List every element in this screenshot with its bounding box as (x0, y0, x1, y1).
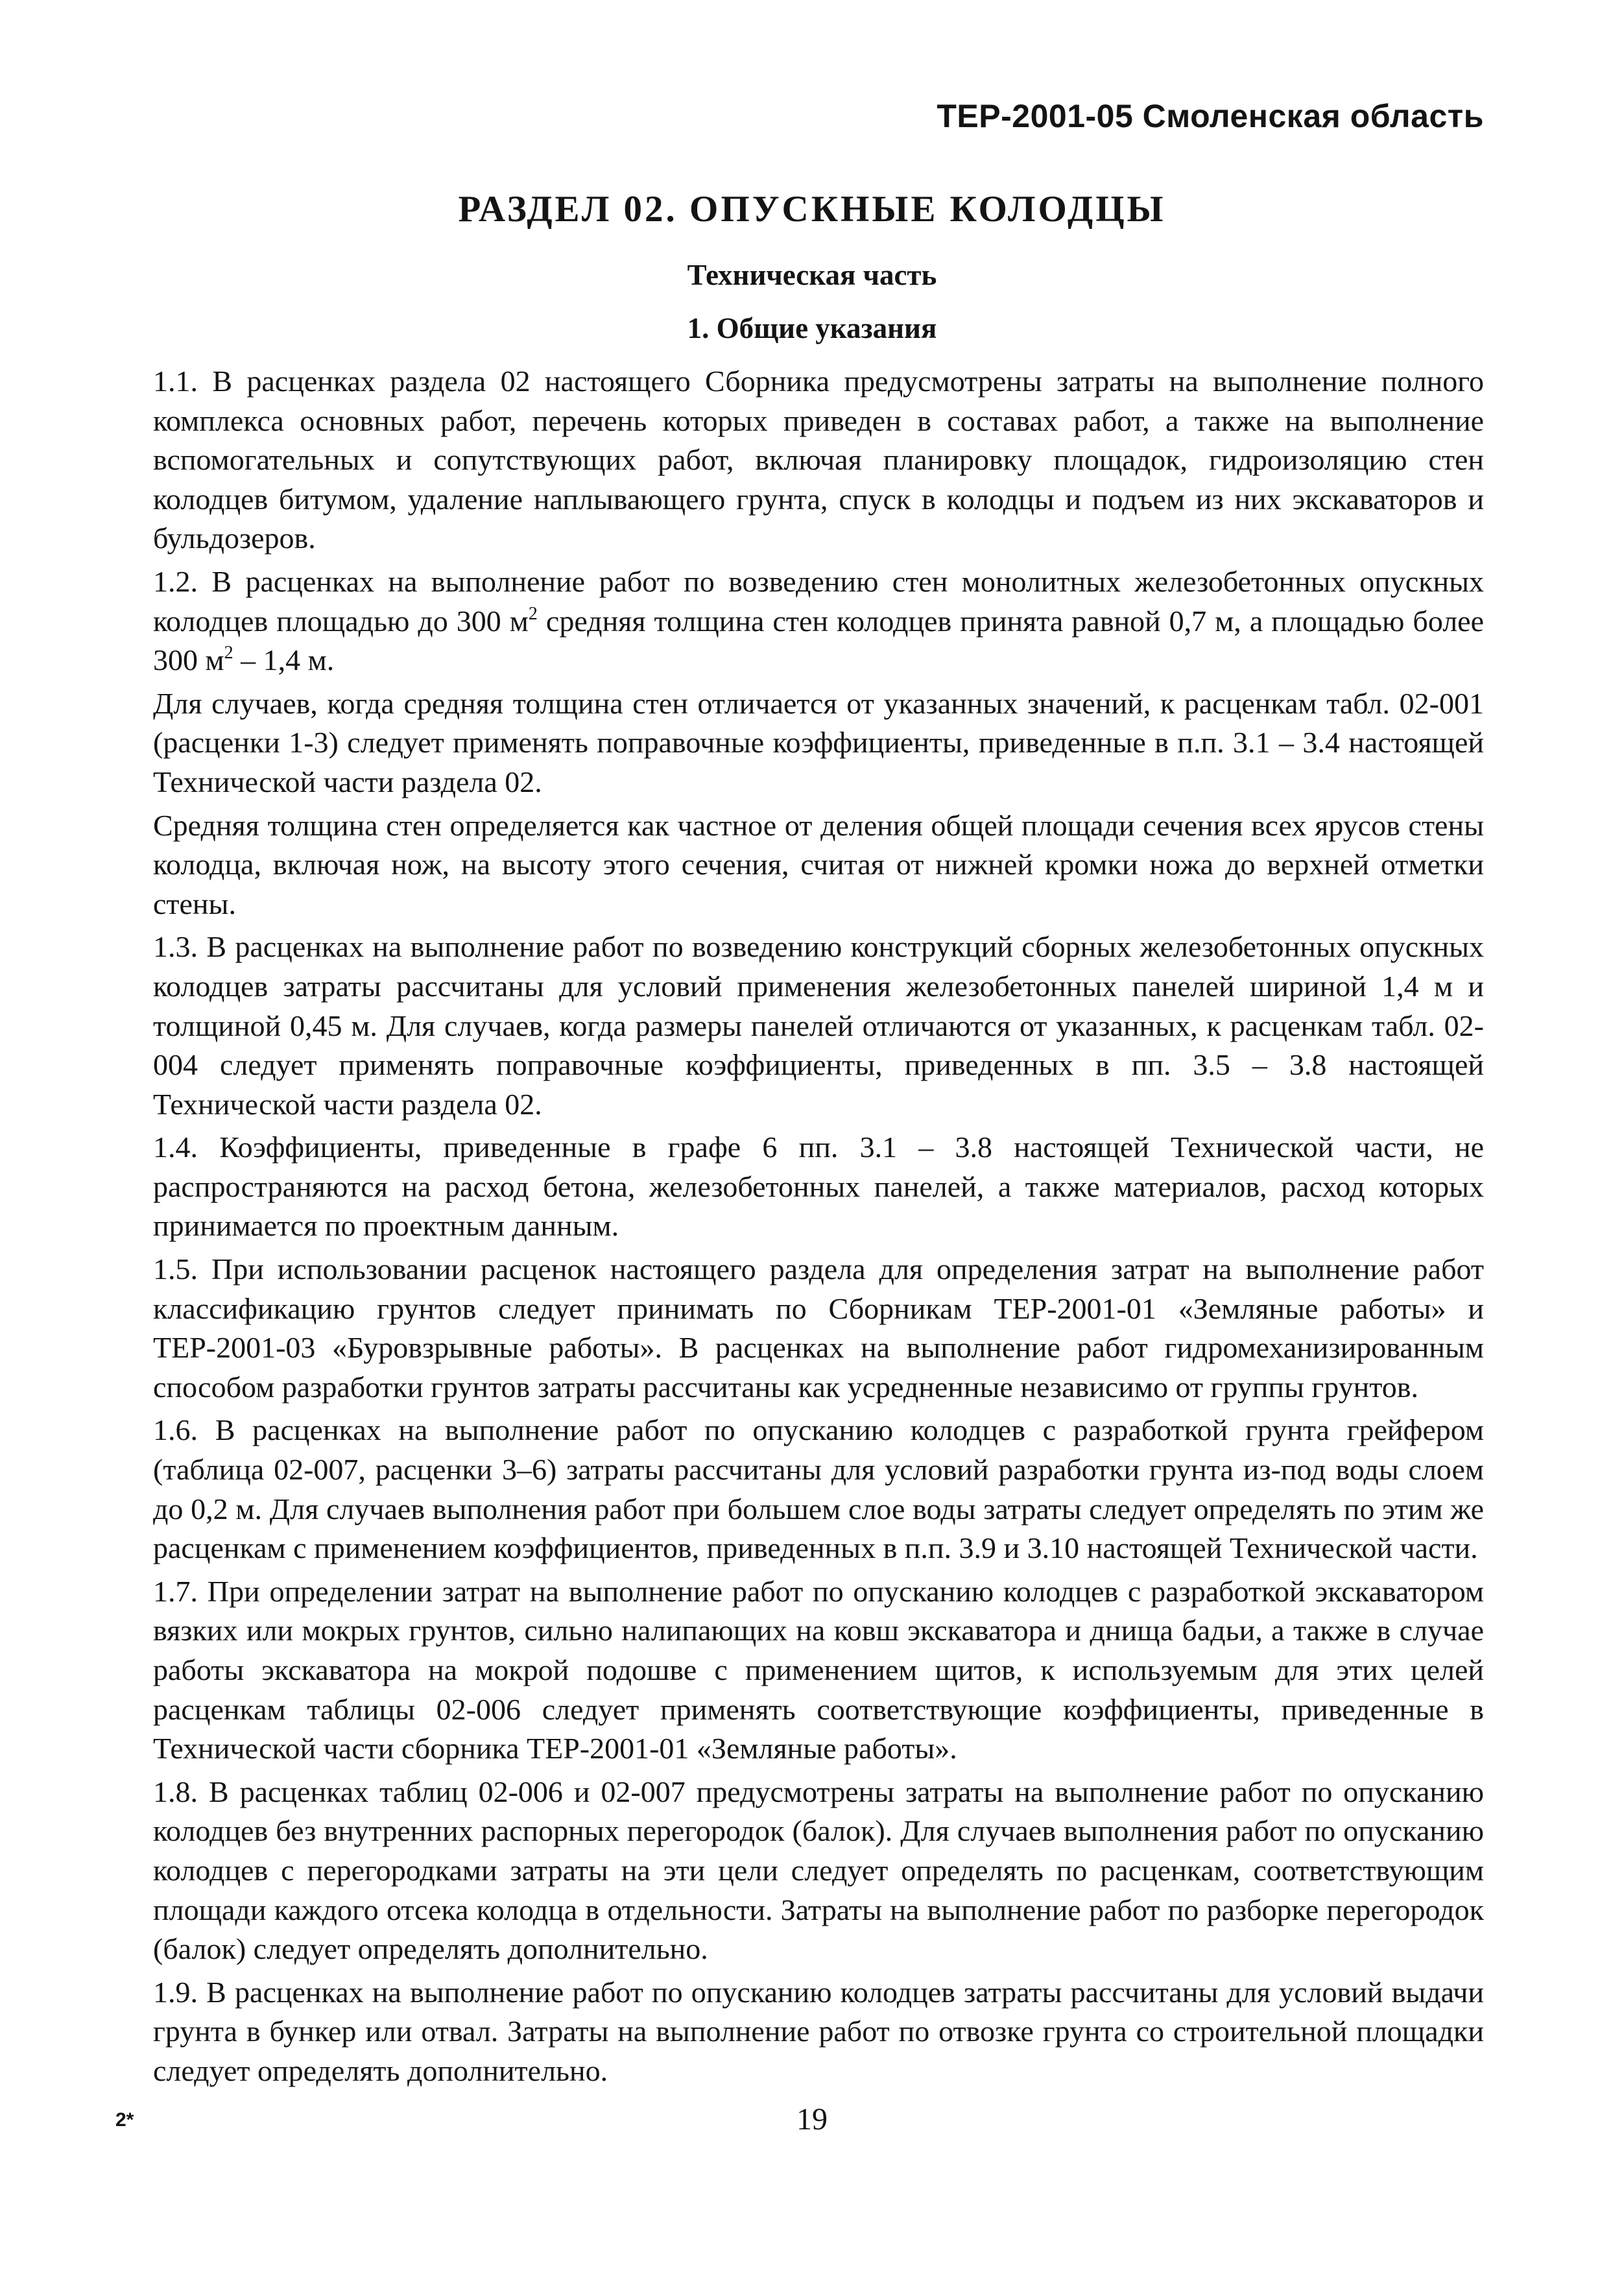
document-body (153, 362, 1484, 2095)
paragraph-1-2-part1: 1.2. В расценках на выполнение работ по возведению стен монолитных железобетонных опускных колодцев площадью до 300 м (153, 564, 1484, 638)
paragraph-1-2-definition: Средняя толщина стен определяется как частное от деления общей площади сечения всех ярусов стены колодца, включая нож, на высоту этого сечения, считая от нижней кромки ножа до верхней отметки стены. (153, 808, 1484, 920)
paragraph-1-4: 1.4. Коэффициенты, приведенные в графе 6 пп. 3.1 – 3.8 настоящей Технической части, не распространяются на расход бетона, железобетонных панелей, а также материалов, расход которых принимается по проектным данным. (153, 1131, 1484, 1243)
paragraph-1-2-part2: средняя толщина стен колодцев принята равной 0,7 м, а площадью более 300 м (153, 604, 1485, 677)
paragraph-1-9: 1.9. В расценках на выполнение работ по опусканию колодцев затраты рассчитаны для условий выдачи грунта в бункер или отвал. Затраты на выполнение работ по отвозке грунта со строительной площадки следует определять дополнительно. (153, 1975, 1484, 2087)
paragraph-1-2 (153, 562, 1484, 680)
superscript: 2 (528, 603, 538, 624)
running-header: ТЕР-2001-05 Смоленская область (937, 98, 1484, 134)
section-subtitle: Техническая часть (687, 259, 937, 291)
section-heading: 1. Общие указания (687, 312, 937, 344)
paragraph-1-6: 1.6. В расценках на выполнение работ по опусканию колодцев с разработкой грунта грейфером (таблица 02-007, расценки 3–6) затраты рассчитаны для условий разработки грунта из-под воды слоем до 0,2 м. Для случаев выполнения работ при большем слое воды затраты следует определять по этим же расценкам с применением коэффициентов, приведенных в п.п. 3.9 и 3.10 настоящей Технической части. (153, 1413, 1484, 1565)
paragraph-1-3: 1.3. В расценках на выполнение работ по возведению конструкций сборных железобетонных опускных колодцев затраты рассчитаны для условий применения железобетонных панелей шириной 1,4 м и толщиной 0,45 м. Для случаев, когда размеры панелей отличаются от указанных, к расценкам табл. 02-004 следует применять поправочные коэффициенты, приведенных в пп. 3.5 – 3.8 настоящей Технической части раздела 02. (153, 930, 1484, 1121)
paragraph-1-1: 1.1. В расценках раздела 02 настоящего Сборника предусмотрены затраты на выполнение полного комплекса основных работ, перечень которых приведен в составах работ, а также на выполнение вспомогательных и сопутствующих работ, включая планировку площадок, гидроизоляцию стен колодцев битумом, удаление наплывающего грунта, спуск в колодцы и подъем из них экскаваторов и бульдозеров. (153, 365, 1484, 555)
paragraph-1-2-note: Для случаев, когда средняя толщина стен отличается от указанных значений, к расценкам табл. 02-001 (расценки 1-3) следует применять поправочные коэффициенты, приведенные в п.п. 3.1 – 3.4 настоящей Технической части раздела 02. (153, 686, 1484, 798)
paragraph-1-2-part3: – 1,4 м. (233, 643, 335, 677)
page-number: 19 (796, 2102, 828, 2136)
section-title: РАЗДЕЛ 02. ОПУСКНЫЕ КОЛОДЦЫ (458, 189, 1166, 230)
paragraph-1-5: 1.5. При использовании расценок настоящего раздела для определения затрат на выполнение работ классификацию грунтов следует принимать по Сборникам ТЕР-2001-01 «Земляные работы» и ТЕР-2001-03 «Буровзрывные работы». В расценках на выполнение работ гидромеханизированным способом разработки грунтов затраты рассчитаны как усредненные независимо от группы грунтов. (153, 1252, 1484, 1404)
sheet-mark: 2* (115, 2109, 134, 2131)
paragraph-1-8: 1.8. В расценках таблиц 02-006 и 02-007 предусмотрены затраты на выполнение работ по опусканию колодцев без внутренних распорных перегородок (балок). Для случаев выполнения работ по опусканию колодцев с перегородками затраты на эти цели следует определять по расценкам, соответствующим площади каждого отсека колодца в отдельности. Затраты на выполнение работ по разборке перегородок (балок) следует определять дополнительно. (153, 1775, 1484, 1966)
paragraph-1-7: 1.7. При определении затрат на выполнение работ по опусканию колодцев с разработкой экскаватором вязких или мокрых грунтов, сильно налипающих на ковш экскаватора и днища бадьи, а также в случае работы экскаватора на мокрой подошве с применением щитов, к используемым для этих целей расценкам таблицы 02-006 следует применять соответствующие коэффициенты, приведенные в Технической части сборника ТЕР-2001-01 «Земляные работы». (153, 1574, 1484, 1765)
superscript: 2 (224, 643, 233, 664)
